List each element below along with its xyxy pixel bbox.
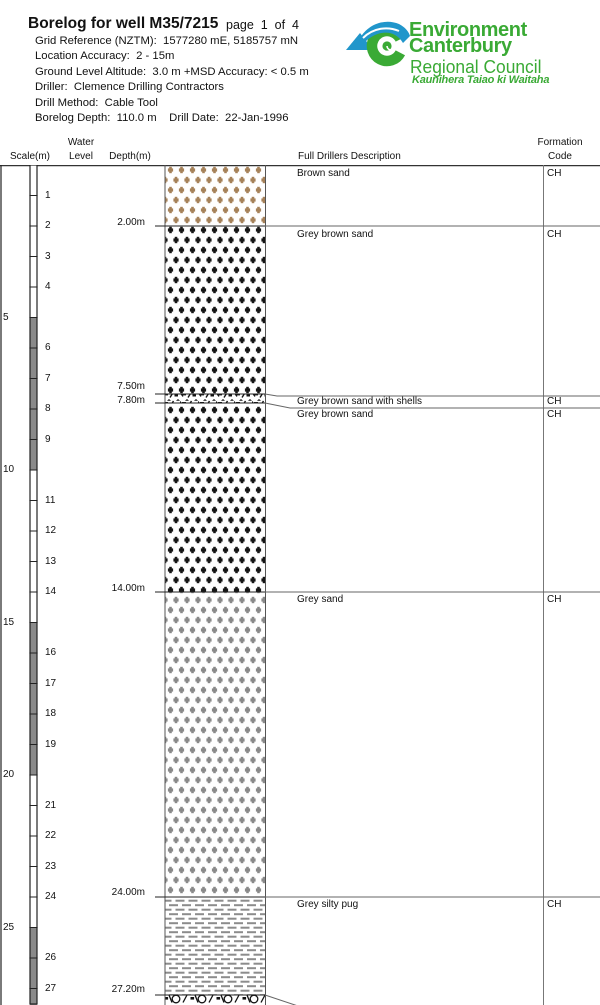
info-driller: Driller: Clemence Drilling Contractors xyxy=(35,81,224,93)
scale-label: 2 xyxy=(45,220,51,231)
layer-fill-grey-sand xyxy=(166,592,266,897)
scale-label: 19 xyxy=(45,738,57,750)
page-number: page 1 of 4 xyxy=(226,18,299,32)
scale-label: 13 xyxy=(45,555,57,567)
info-ground-level: Ground Level Altitude: 3.0 m +MSD Accuracy: < 0.5 m xyxy=(35,66,309,78)
layer-fill-grey-brown-sand-2 xyxy=(166,403,266,592)
column-header-formation-code: Code xyxy=(548,151,572,162)
info-grid-reference: Grid Reference (NZTM): 1577280 mE, 5185757 mN xyxy=(35,35,299,47)
logo-canterbury: Canterbury xyxy=(409,35,512,57)
scale-label: 8 xyxy=(45,403,51,414)
scale-label: 17 xyxy=(45,677,57,689)
depth-label: 7.50m xyxy=(117,381,145,392)
column-header-water: Water xyxy=(67,137,95,148)
scale-label: 21 xyxy=(45,799,57,811)
scale-label: 7 xyxy=(45,372,51,384)
logo-environment: Environment xyxy=(409,19,527,41)
depth-label: 7.80m xyxy=(117,395,145,406)
formation-code: CH xyxy=(547,229,562,240)
scale-label: 27 xyxy=(45,982,57,994)
scale-label: 14 xyxy=(45,586,57,597)
depth-label: 27.20m xyxy=(111,984,145,995)
formation-code: CH xyxy=(547,409,562,420)
layer-description: Grey silty pug xyxy=(297,899,359,910)
logo-regional-council: Regional Council xyxy=(410,56,542,77)
layer-fill-grey-silty-pug xyxy=(166,897,266,995)
lithology-column xyxy=(165,165,266,1005)
scale-label: 20 xyxy=(3,769,15,780)
scale-label: 16 xyxy=(45,647,57,658)
column-header-water-level: Level xyxy=(69,151,93,162)
scale-label: 11 xyxy=(45,494,56,506)
formation-code: CH xyxy=(547,168,562,179)
column-header-scale: Scale(m) xyxy=(10,151,51,162)
info-borelog-depth: Borelog Depth: 110.0 m Drill Date: 22-Jan-1996 xyxy=(35,112,289,124)
column-header-formation: Formation xyxy=(537,137,583,148)
layer-description: Grey brown sand xyxy=(297,229,374,240)
formation-code: CH xyxy=(547,396,562,407)
formation-code: CH xyxy=(547,899,562,910)
scale-bar xyxy=(29,165,37,1005)
page-title: Borelog for well M35/7215 xyxy=(28,15,219,32)
layer-description: Grey brown sand with shells xyxy=(297,396,423,407)
layer-description: Grey sand xyxy=(297,594,344,605)
logo-maori-name: Kaunihera Taiao ki Waitaha xyxy=(412,74,550,86)
scale-label: 24 xyxy=(45,891,57,902)
scale-label: 23 xyxy=(45,860,57,872)
formation-code: CH xyxy=(547,594,562,605)
scale-label: 6 xyxy=(45,342,51,353)
scale-label: 12 xyxy=(45,525,57,536)
scale-label: 3 xyxy=(45,250,51,262)
scale-label: 25 xyxy=(3,921,15,933)
info-drill-method: Drill Method: Cable Tool xyxy=(35,97,158,109)
layer-description: Brown sand xyxy=(297,168,350,179)
layer-fill-brown-sand xyxy=(166,165,266,226)
scale-label: 5 xyxy=(3,311,9,323)
scale-label: 26 xyxy=(45,952,57,963)
layer-fill-next-layer xyxy=(166,995,266,1005)
depth-label: 14.00m xyxy=(111,583,145,594)
ecan-logo-mark-icon xyxy=(345,16,411,70)
column-header-description: Full Drillers Description xyxy=(298,151,401,162)
depth-label: 2.00m xyxy=(117,217,145,228)
scale-label: 15 xyxy=(3,616,15,628)
layer-fill-grey-brown-sand xyxy=(166,226,266,394)
scale-label: 9 xyxy=(45,433,51,445)
depth-label: 24.00m xyxy=(111,887,145,898)
layer-fill-shells xyxy=(166,394,266,403)
layer-description: Grey brown sand xyxy=(297,409,374,420)
scale-label: 4 xyxy=(45,281,51,292)
scale-label: 1 xyxy=(45,189,51,201)
info-location-accuracy: Location Accuracy: 2 - 15m xyxy=(35,50,175,62)
scale-label: 10 xyxy=(3,464,15,475)
scale-label: 18 xyxy=(45,708,57,719)
scale-label: 22 xyxy=(45,830,57,841)
column-header-depth: Depth(m) xyxy=(109,151,151,162)
ecan-logo xyxy=(345,12,600,92)
